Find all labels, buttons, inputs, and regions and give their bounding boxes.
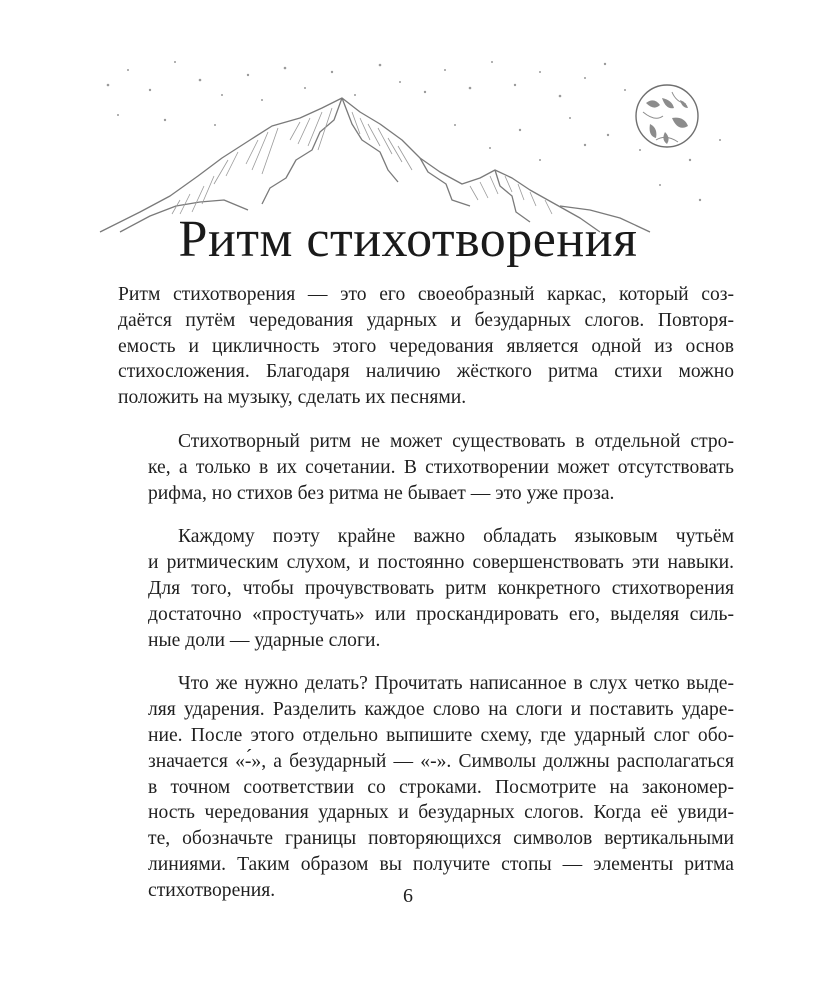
text-line: ние. После этого отдельно выпишите схему, где ударный слог обо-	[148, 724, 734, 746]
text-line: рифма, но стихов без ритма не бывает — это уже проза.	[148, 482, 615, 504]
text-line: Стихотворный ритм не может существовать в отдельной стро-	[178, 430, 734, 452]
chapter-title: Ритм стихотворения	[178, 211, 638, 268]
text-line: положить на музыку, сделать их песнями.	[118, 387, 467, 409]
text-line: Каждому поэту крайне важно обладать языковым чутьём	[178, 526, 734, 548]
moon-illustration	[636, 85, 698, 147]
text-line: Ритм стихотворения — это его своеобразный каркас, который соз-	[118, 284, 734, 305]
mountain-hatching	[172, 108, 552, 214]
text-line: ке, а только в их сочетании. В стихотворении может отсутствовать	[148, 456, 734, 478]
text-line: стихотворения.	[148, 879, 276, 901]
text-line: те, обозначьте границы повторяющихся символов вертикальными	[148, 828, 734, 850]
stars-decoration	[107, 61, 721, 201]
text-line: ляя ударения. Разделить каждое слово на слоги и поставить ударе-	[148, 699, 734, 721]
text-line: ность чередования ударных и безударных слогов. Когда её увиди-	[148, 802, 734, 824]
text-line: линиями. Таким образом вы получите стопы — элементы ритма	[148, 853, 734, 875]
text-line: ные доли — ударные слоги.	[148, 629, 381, 651]
paragraph-3	[118, 524, 734, 653]
paragraph-4	[118, 671, 734, 903]
paragraph-2	[118, 429, 734, 506]
text-line: стихосложения. Благодаря наличию жёсткого ритма стихи можно	[118, 361, 734, 383]
text-line: достаточно «простучать» или проскандировать его, выделяя силь-	[148, 603, 734, 625]
text-line: даётся путём чередования ударных и безударных слогов. Повторя-	[118, 309, 734, 331]
text-line: емость и цикличность этого чередования является одной из основ	[118, 335, 734, 357]
text-line: и ритмическим слухом, и постоянно совершенствовать эти навыки.	[148, 552, 734, 574]
text-line: в точном соответствии со строками. Посмотрите на закономер-	[148, 776, 734, 798]
text-line: Что же нужно делать? Прочитать написанное в слух четко выде-	[178, 673, 734, 695]
text-line: значается «-́», а безударный — «-». Символы должны располагаться	[148, 750, 734, 772]
paragraph-1	[118, 282, 734, 411]
body-text	[118, 282, 734, 922]
page-number: 6	[403, 885, 413, 907]
text-line: Для того, чтобы прочувствовать ритм конкретного стихотворения	[148, 577, 734, 599]
